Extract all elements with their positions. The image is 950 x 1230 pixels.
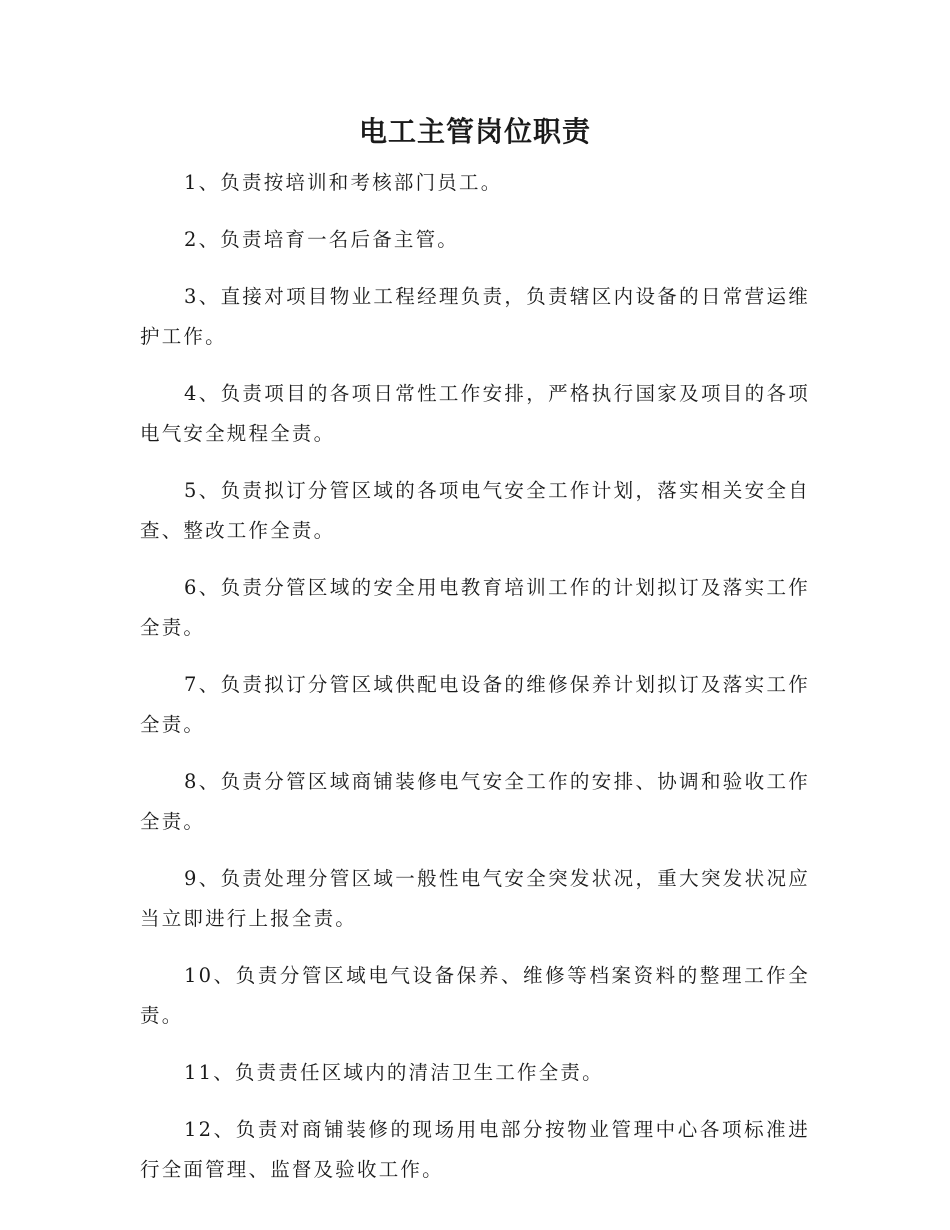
document-body: [140, 163, 810, 1207]
duty-item-5: 5、负责拟订分管区域的各项电气安全工作计划，落实相关安全自查、整改工作全责。: [140, 479, 810, 542]
duty-item-2: 2、负责培育一名后备主管。: [184, 228, 460, 251]
duty-item-7: 7、负责拟订分管区域供配电设备的维修保养计划拟订及落实工作全责。: [140, 673, 810, 736]
duty-item-1: 1、负责按培训和考核部门员工。: [184, 171, 503, 194]
duty-item-12: 12、负责对商铺装修的现场用电部分按物业管理中心各项标准进行全面管理、监督及验收工作。: [140, 1118, 810, 1181]
duty-item-11: 11、负责责任区域内的清洁卫生工作全责。: [184, 1061, 604, 1084]
duty-item-3: 3、直接对项目物业工程经理负责，负责辖区内设备的日常营运维护工作。: [140, 285, 810, 348]
document-title: 电工主管岗位职责: [358, 115, 591, 148]
duty-item-8: 8、负责分管区域商铺装修电气安全工作的安排、协调和验收工作全责。: [140, 770, 810, 833]
duty-item-4: 4、负责项目的各项日常性工作安排，严格执行国家及项目的各项电气安全规程全责。: [140, 382, 810, 445]
duty-item-9: 9、负责处理分管区域一般性电气安全突发状况，重大突发状况应当立即进行上报全责。: [140, 867, 810, 930]
duty-item-6: 6、负责分管区域的安全用电教育培训工作的计划拟订及落实工作全责。: [140, 576, 810, 639]
duty-item-10: 10、负责分管区域电气设备保养、维修等档案资料的整理工作全责。: [140, 964, 810, 1027]
